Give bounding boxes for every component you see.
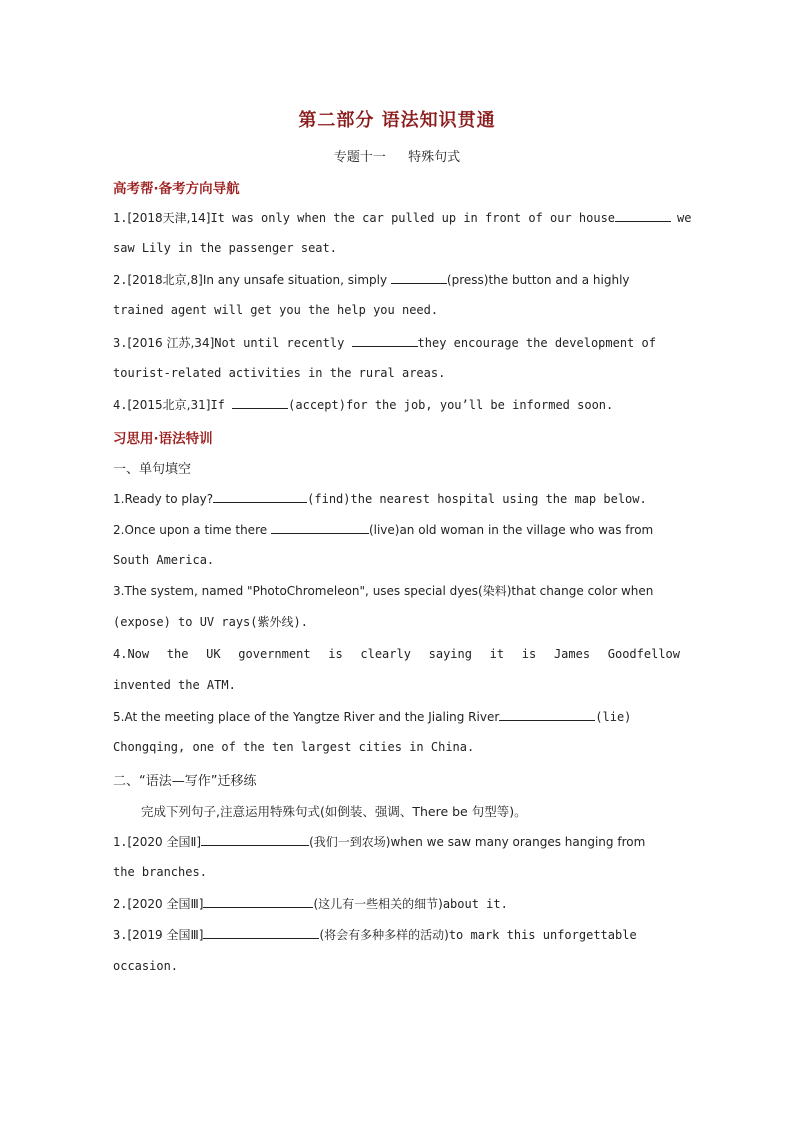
subtitle-topic: 专题十一 <box>333 150 386 165</box>
writing-instruction: 完成下列句子,注意运用特殊句式(如倒装、强调、There be 句型等)。 <box>141 804 527 819</box>
exam-question-1-cont: saw Lily in the passenger seat. <box>113 241 337 255</box>
answer-blank[interactable] <box>615 209 671 222</box>
exam-question-2: 2.[2018北京,8]In any unsafe situation, simply (press)the button and a highly <box>113 273 630 287</box>
answer-blank[interactable] <box>271 521 369 534</box>
answer-blank[interactable] <box>232 396 288 409</box>
fill-question-1: 1.Ready to play? (find)the nearest hospital using the map below. <box>113 492 647 506</box>
fill-question-5-cont: Chongqing, one of the ten largest cities in China. <box>113 740 475 754</box>
subtitle-name: 特殊句式 <box>408 150 461 165</box>
section-heading-practice: 习思用·语法特训 <box>113 431 213 447</box>
exam-question-4: 4.[2015北京,31]If (accept)for the job, you’ll be informed soon. <box>113 398 614 412</box>
answer-blank[interactable] <box>203 926 319 939</box>
page-subtitle <box>0 146 794 165</box>
exam-question-3: 3.[2016 江苏,34]Not until recently they encourage the development of <box>113 336 656 350</box>
section-heading-guide: 高考帮·备考方向导航 <box>113 181 240 197</box>
page-title: 第二部分 语法知识贯通 <box>298 110 496 131</box>
answer-blank[interactable] <box>203 895 313 908</box>
part-heading-fill-blank: 一、单句填空 <box>113 462 192 477</box>
part-heading-writing: 二、“语法—写作”迁移练 <box>113 774 257 789</box>
fill-question-4-cont: invented the ATM. <box>113 678 236 692</box>
exam-question-2-cont: trained agent will get you the help you need. <box>113 303 439 317</box>
fill-question-4: 4.Now the UK government is clearly saying it is James Goodfellow <box>113 647 680 661</box>
writing-question-3: 3.[2019 全国Ⅲ] (将会有多种多样的活动)to mark this unforgettable <box>113 928 637 942</box>
exam-question-1: 1.[2018天津,14]It was only when the car pulled up in front of our house we <box>113 211 692 225</box>
fill-question-2: 2.Once upon a time there (live)an old woman in the village who was from <box>113 523 654 537</box>
fill-question-5: 5.At the meeting place of the Yangtze River and the Jialing River (lie) <box>113 710 632 724</box>
fill-question-2-cont: South America. <box>113 553 215 567</box>
answer-blank[interactable] <box>201 833 309 846</box>
exam-question-3-cont: tourist-related activities in the rural areas. <box>113 366 446 380</box>
answer-blank[interactable] <box>352 334 418 347</box>
writing-question-1: 1.[2020 全国Ⅱ] (我们一到农场)when we saw many oranges hanging from <box>113 835 646 849</box>
writing-question-2: 2.[2020 全国Ⅲ] (这儿有一些相关的细节)about it. <box>113 897 508 911</box>
writing-question-3-cont: occasion. <box>113 959 179 973</box>
fill-question-3-cont: (expose) to UV rays(紫外线). <box>113 615 308 629</box>
writing-question-1-cont: the branches. <box>113 865 207 879</box>
fill-question-3: 3.The system, named "PhotoChromeleon", uses special dyes(染料)that change color when <box>113 584 654 598</box>
answer-blank[interactable] <box>213 490 307 503</box>
answer-blank[interactable] <box>391 271 447 284</box>
answer-blank[interactable] <box>499 708 595 721</box>
